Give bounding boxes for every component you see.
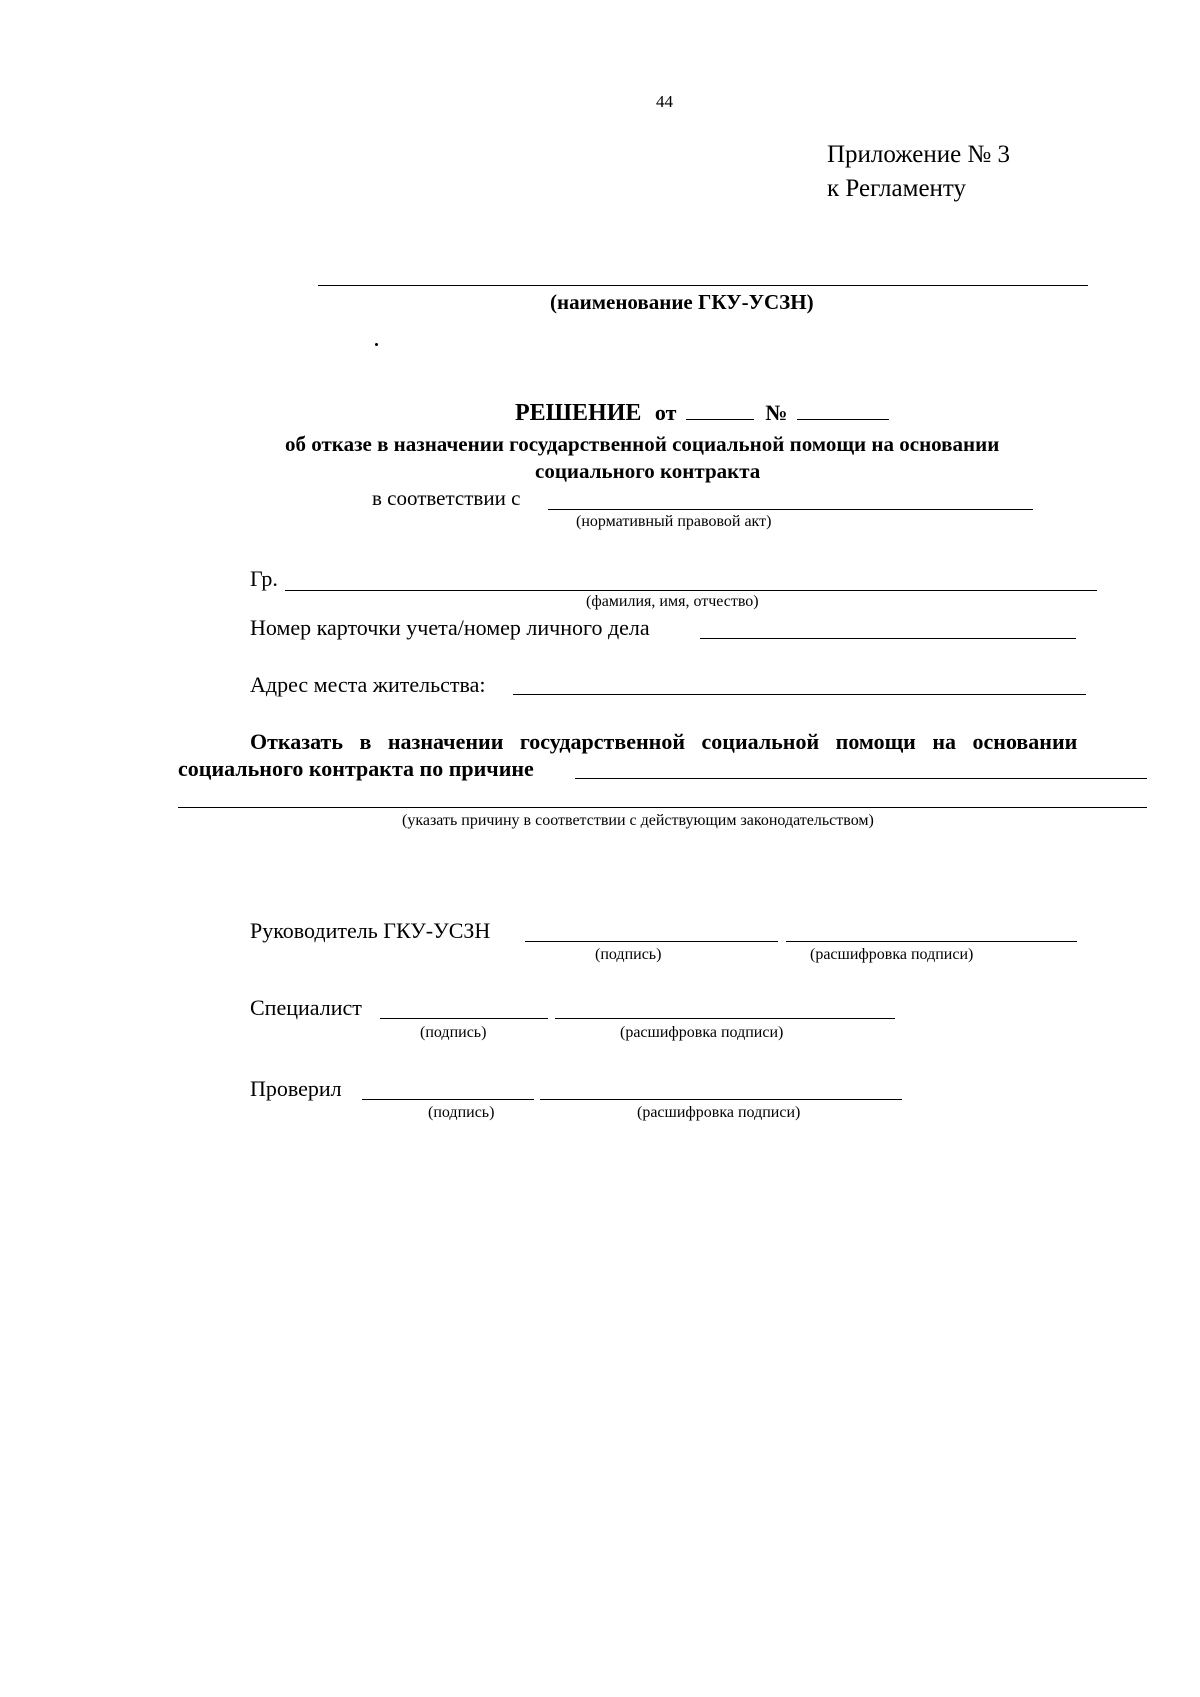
page-number: 44 (656, 92, 673, 111)
appendix-line-1: Приложение № 3 (827, 141, 1011, 168)
decision-number-label: № (765, 400, 788, 425)
refusal-reason-field[interactable] (575, 778, 1147, 779)
appendix-line-2: к Регламенту (827, 175, 967, 202)
citizen-label: Гр. (250, 566, 278, 591)
head-decode-caption: (расшифровка подписи) (810, 946, 974, 963)
specialist-label: Специалист (250, 995, 362, 1020)
decision-number-field[interactable] (797, 401, 889, 420)
head-sign-caption: (подпись) (595, 946, 662, 963)
specialist-sign-caption: (подпись) (420, 1024, 487, 1041)
address-field[interactable] (513, 694, 1086, 695)
citizen-name-field[interactable] (285, 590, 1097, 591)
refusal-line-2: социального контракта по причине (178, 756, 534, 781)
checked-sign-caption: (подпись) (428, 1104, 495, 1121)
org-name-line[interactable] (318, 285, 1088, 286)
scan-dot (375, 343, 378, 346)
decision-subtitle-line-1: об отказе в назначении государственной социальной помощи на основании (285, 432, 1000, 456)
specialist-decode-caption: (расшифровка подписи) (620, 1024, 784, 1041)
decision-title-row (515, 400, 889, 427)
card-number-field[interactable] (700, 638, 1076, 639)
accordance-label: в соответствии с (372, 486, 521, 510)
head-signature-field[interactable] (525, 941, 778, 942)
refusal-reason-field-2[interactable] (178, 807, 1147, 808)
decision-title: РЕШЕНИЕ (515, 400, 642, 426)
head-decode-field[interactable] (786, 941, 1077, 942)
checked-label: Проверил (250, 1076, 342, 1101)
address-label: Адрес места жительства: (250, 672, 486, 697)
decision-date-field[interactable] (686, 401, 754, 420)
accordance-caption: (нормативный правовой акт) (576, 513, 772, 530)
decision-from-label: от (654, 400, 677, 425)
citizen-caption: (фамилия, имя, отчество) (586, 593, 759, 610)
specialist-decode-field[interactable] (555, 1018, 895, 1019)
head-label: Руководитель ГКУ-УСЗН (250, 918, 491, 943)
decision-subtitle-line-2: социального контракта (535, 459, 761, 483)
checked-decode-field[interactable] (540, 1099, 902, 1100)
accordance-field[interactable] (548, 509, 1033, 510)
specialist-signature-field[interactable] (380, 1018, 548, 1019)
org-name-caption: (наименование ГКУ-УСЗН) (550, 290, 814, 314)
card-label: Номер карточки учета/номер личного дела (250, 615, 650, 640)
refusal-line-1: Отказать в назначении государственной социальной помощи на основании (250, 729, 1078, 754)
checked-signature-field[interactable] (362, 1099, 534, 1100)
refusal-caption: (указать причину в соответствии с действующим законодательством) (402, 812, 874, 829)
checked-decode-caption: (расшифровка подписи) (637, 1104, 801, 1121)
appendix-header (827, 138, 1010, 206)
